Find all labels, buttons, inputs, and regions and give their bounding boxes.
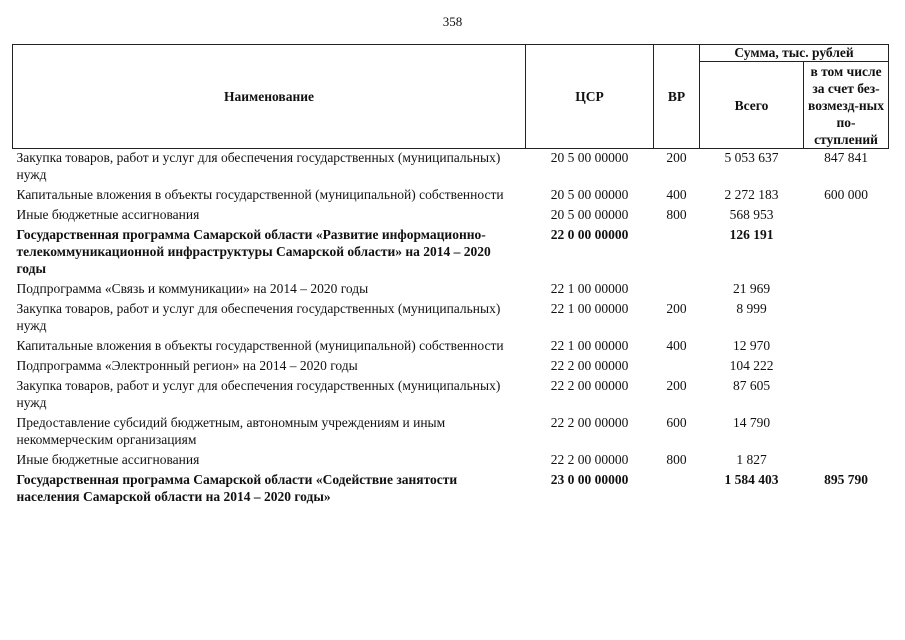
cell-name: Закупка товаров, работ и услуг для обеспечения государственных (муниципальных) нужд: [16, 150, 501, 182]
cell-vr: 800: [666, 452, 687, 467]
cell-name: Государственная программа Самарской области «Содействие занятости населения Самарской области на 2014 – 2020 годы»: [16, 472, 458, 504]
table-row: [13, 337, 889, 357]
budget-table: [12, 44, 889, 508]
table-row: [13, 300, 889, 337]
cell-free-receipts: [804, 357, 889, 377]
cell-free-receipts: 895 790: [824, 472, 868, 487]
cell-vr: 200: [666, 150, 687, 165]
cell-name: Капитальные вложения в объекты государственной (муниципальной) собственности: [16, 187, 504, 202]
table-body: [13, 149, 889, 509]
cell-total: 1 584 403: [724, 472, 779, 487]
cell-name: Капитальные вложения в объекты государственной (муниципальной) собственности: [16, 338, 504, 353]
cell-csr: 22 2 00 00000: [550, 378, 629, 393]
table-header: [13, 45, 889, 149]
cell-total: 14 790: [732, 415, 771, 430]
cell-free-receipts: [804, 414, 889, 451]
table-row: [13, 206, 889, 226]
column-header-vr: ВР: [654, 45, 700, 149]
cell-name: Закупка товаров, работ и услуг для обеспечения государственных (муниципальных) нужд: [16, 301, 501, 333]
column-header-total: Всего: [700, 62, 804, 149]
column-header-free-receipts: в том числе за счет без-возмезд-ных по-ступлений: [804, 62, 889, 149]
cell-vr: 200: [666, 378, 687, 393]
cell-free-receipts: 847 841: [824, 150, 868, 165]
cell-free-receipts: [804, 300, 889, 337]
cell-free-receipts: [804, 226, 889, 280]
cell-total: 126 191: [729, 227, 774, 242]
page-number: 358: [442, 14, 463, 29]
cell-free-receipts: [804, 337, 889, 357]
cell-csr: 20 5 00 00000: [550, 187, 629, 202]
table-row: [13, 357, 889, 377]
cell-name: Иные бюджетные ассигнования: [16, 207, 200, 222]
cell-name: Закупка товаров, работ и услуг для обеспечения государственных (муниципальных) нужд: [16, 378, 501, 410]
cell-csr: 22 1 00 00000: [550, 338, 629, 353]
cell-csr: 20 5 00 00000: [550, 150, 629, 165]
cell-total: 12 970: [732, 338, 771, 353]
cell-total: 5 053 637: [724, 150, 779, 165]
cell-total: 104 222: [729, 358, 774, 373]
cell-free-receipts: 600 000: [824, 187, 868, 202]
cell-name: Предоставление субсидий бюджетным, автономным учреждениям и иным некоммерческим организациям: [16, 415, 446, 447]
cell-total: 1 827: [736, 452, 767, 467]
table-row: [13, 377, 889, 414]
cell-vr: 400: [666, 338, 687, 353]
table-row: [13, 226, 889, 280]
table-row: [13, 149, 889, 187]
cell-vr: 800: [666, 207, 687, 222]
cell-csr: 20 5 00 00000: [550, 207, 629, 222]
cell-free-receipts: [804, 451, 889, 471]
cell-total: 87 605: [732, 378, 771, 393]
cell-csr: 23 0 00 00000: [550, 472, 629, 487]
cell-total: 21 969: [732, 281, 771, 296]
cell-csr: 22 2 00 00000: [550, 358, 629, 373]
cell-csr: 22 0 00 00000: [550, 227, 629, 242]
cell-free-receipts: [804, 206, 889, 226]
column-header-csr: ЦСР: [526, 45, 654, 149]
cell-csr: 22 2 00 00000: [550, 452, 629, 467]
cell-name: Иные бюджетные ассигнования: [16, 452, 200, 467]
cell-total: 8 999: [736, 301, 767, 316]
cell-free-receipts: [804, 377, 889, 414]
cell-vr: [654, 357, 700, 377]
column-header-name: Наименование: [13, 45, 526, 149]
cell-name: Подпрограмма «Связь и коммуникации» на 2014 – 2020 годы: [16, 281, 369, 296]
cell-vr: [654, 280, 700, 300]
cell-csr: 22 1 00 00000: [550, 281, 629, 296]
cell-csr: 22 2 00 00000: [550, 415, 629, 430]
cell-free-receipts: [804, 280, 889, 300]
cell-name: Подпрограмма «Электронный регион» на 2014 – 2020 годы: [16, 358, 358, 373]
cell-vr: 200: [666, 301, 687, 316]
cell-csr: 22 1 00 00000: [550, 301, 629, 316]
cell-vr: 400: [666, 187, 687, 202]
table-row: [13, 471, 889, 508]
table-row: [13, 451, 889, 471]
cell-vr: [654, 471, 700, 508]
cell-total: 2 272 183: [724, 187, 779, 202]
cell-vr: 600: [666, 415, 687, 430]
table-row: [13, 186, 889, 206]
cell-vr: [654, 226, 700, 280]
table-row: [13, 280, 889, 300]
table-row: [13, 414, 889, 451]
cell-name: Государственная программа Самарской области «Развитие информационно-телекоммуникационной инфраструктуры Самарской области» на 2014 – 2020 годы: [16, 227, 491, 276]
column-header-sum-group: Сумма, тыс. рублей: [700, 45, 889, 62]
cell-total: 568 953: [729, 207, 774, 222]
